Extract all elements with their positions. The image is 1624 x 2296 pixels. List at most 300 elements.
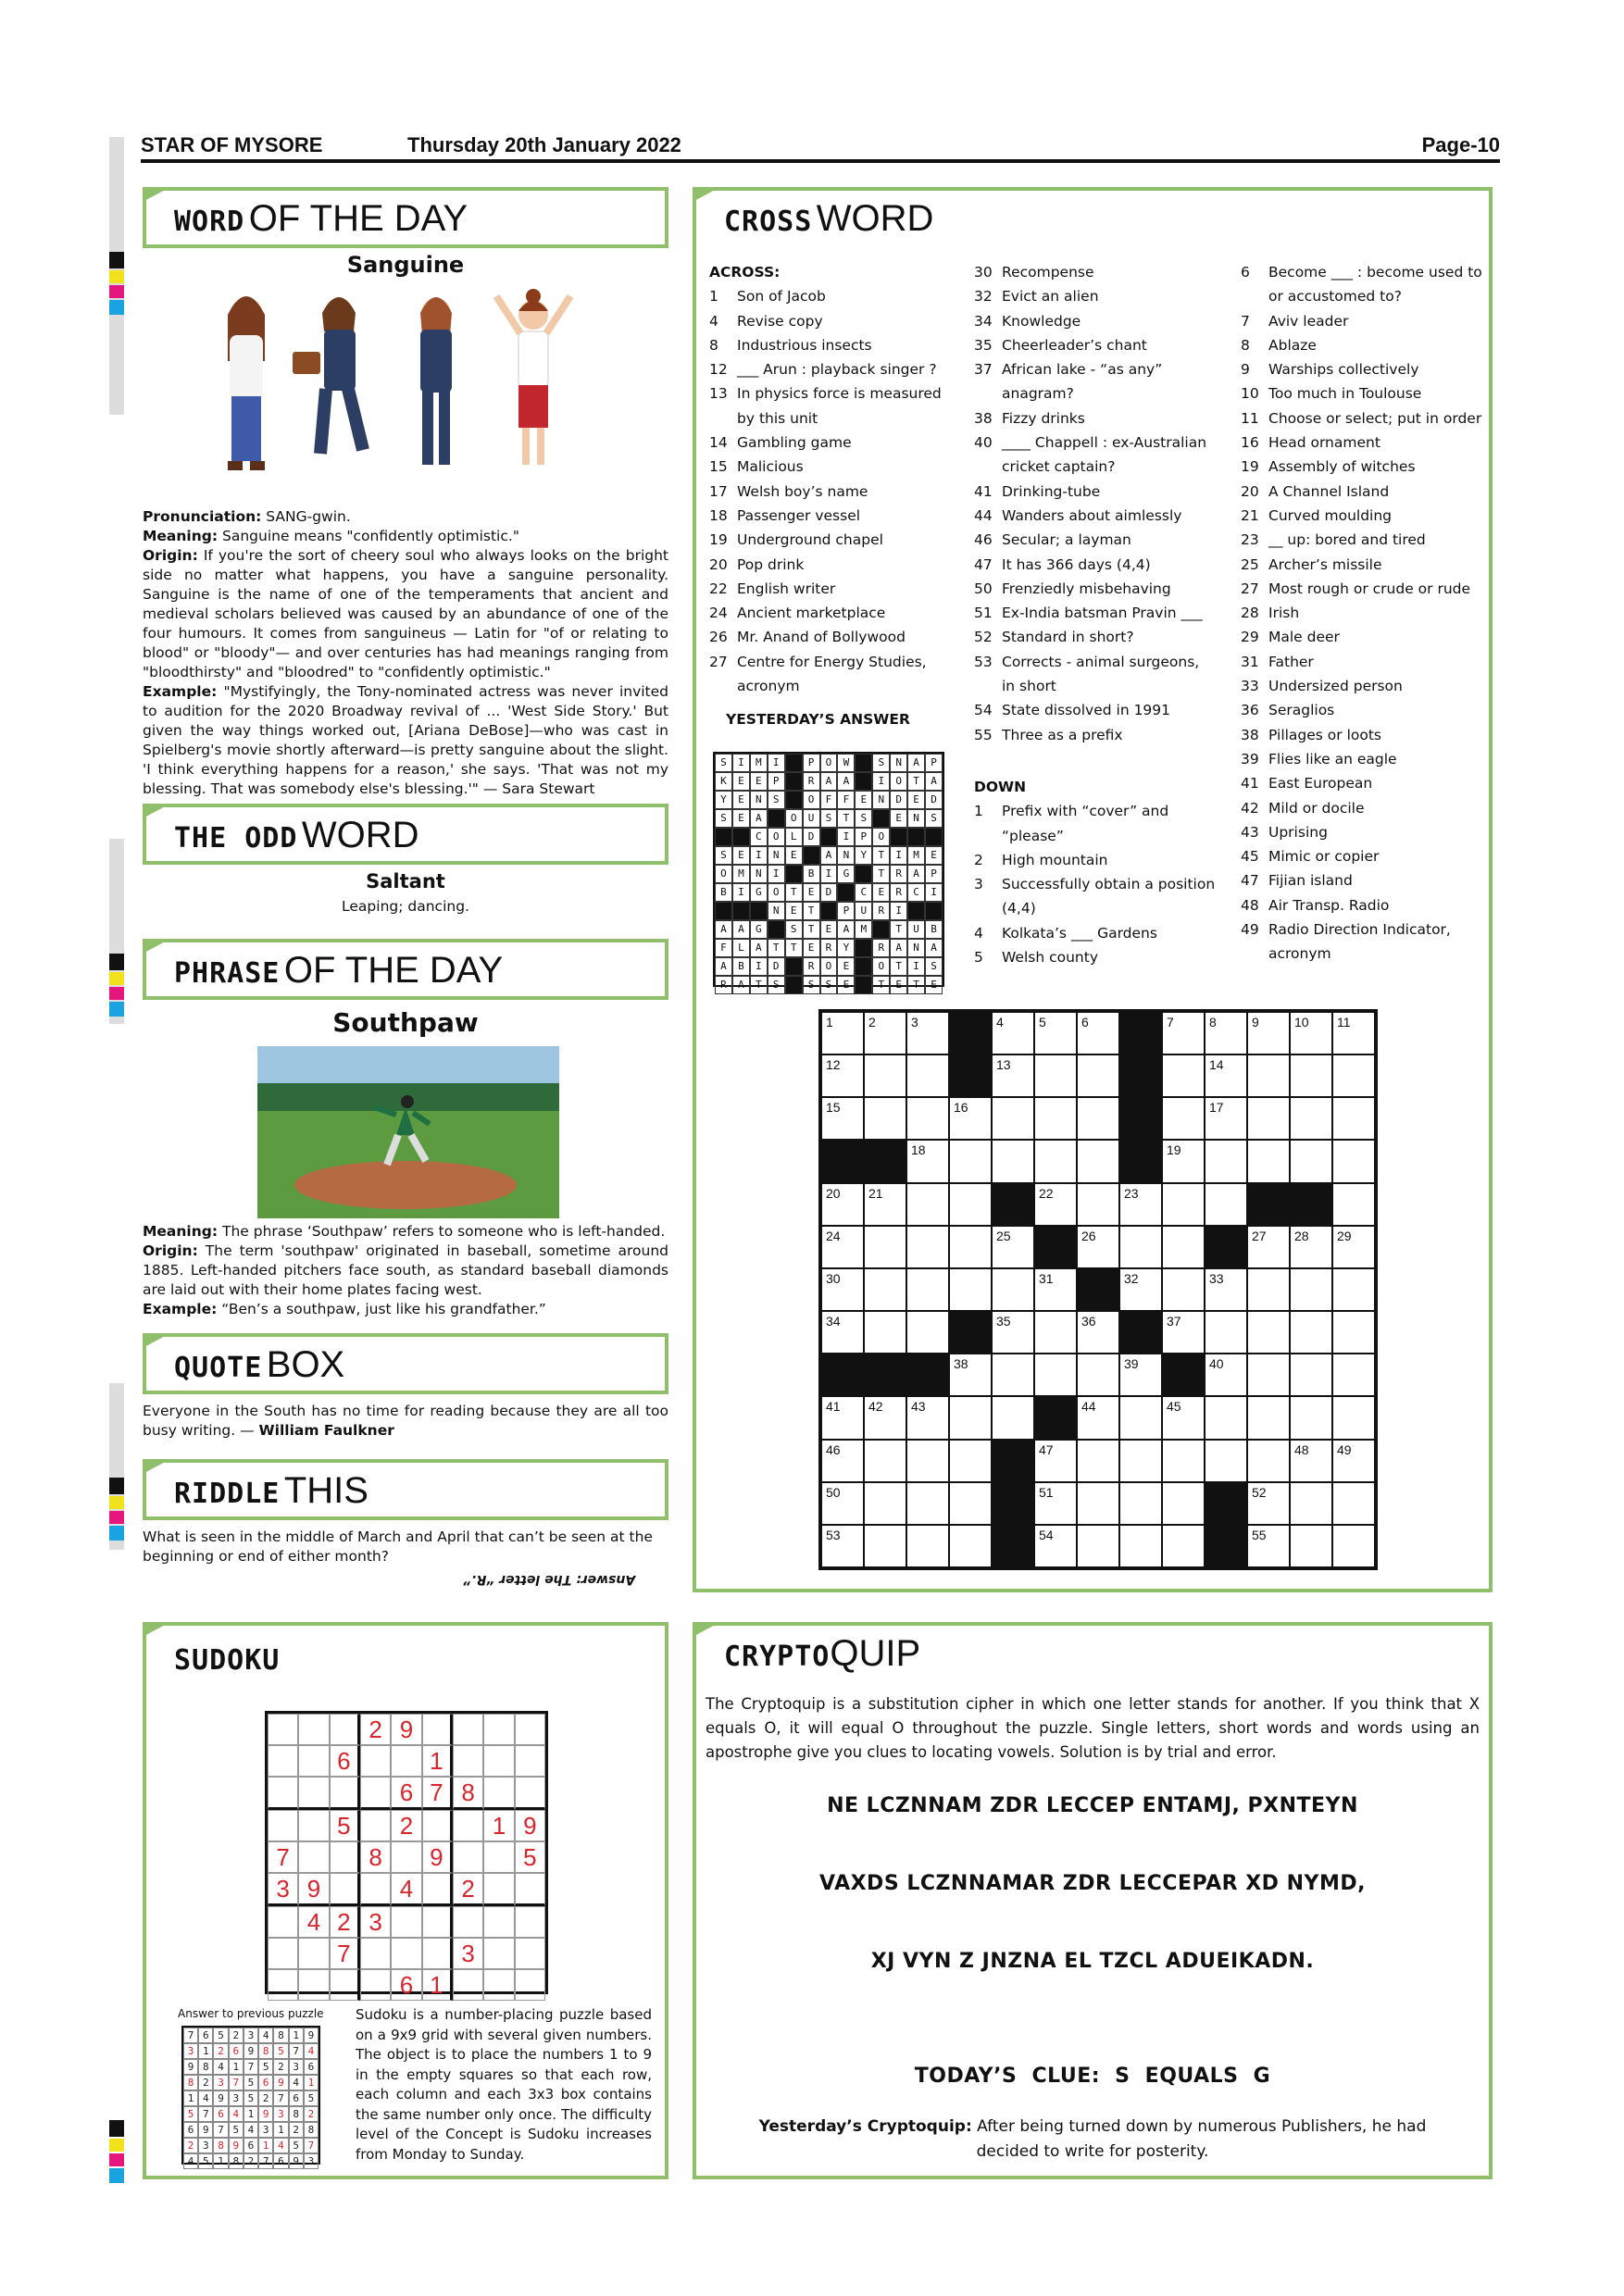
crossword-cell[interactable]: [1119, 1226, 1162, 1268]
crossword-cell[interactable]: [1247, 1268, 1290, 1311]
sudoku-cell[interactable]: 7: [422, 1777, 453, 1810]
sudoku-cell[interactable]: 2: [391, 1810, 421, 1841]
sudoku-cell[interactable]: 6: [391, 1969, 421, 2001]
crossword-cell[interactable]: [1077, 1311, 1119, 1354]
crossword-cell[interactable]: [992, 1140, 1034, 1182]
crossword-cell[interactable]: [992, 1097, 1034, 1140]
crossword-cell[interactable]: [1290, 1525, 1332, 1567]
sudoku-cell[interactable]: 2: [360, 1714, 391, 1745]
answer-cell: [925, 828, 943, 846]
sudoku-cell[interactable]: 9: [391, 1714, 421, 1745]
crossword-cell[interactable]: [1077, 1354, 1119, 1396]
clue-item: [974, 333, 1217, 357]
sudoku-cell[interactable]: 9: [422, 1841, 453, 1873]
answer-cell: T: [803, 902, 820, 920]
answer-cell: E: [732, 809, 750, 828]
sudoku-cell[interactable]: [422, 1906, 453, 1938]
crossword-cell[interactable]: [1162, 1140, 1205, 1182]
odd-word-header: [143, 804, 668, 865]
sudoku-cell[interactable]: 6: [391, 1777, 421, 1810]
answer-digit: 3: [273, 2106, 288, 2122]
sudoku-cell[interactable]: [330, 1969, 360, 2001]
crossword-cell[interactable]: [1205, 1354, 1247, 1396]
crossword-cell[interactable]: [1077, 1097, 1119, 1140]
crossword-cell[interactable]: [906, 1226, 949, 1268]
crossword-cell[interactable]: [1205, 1183, 1247, 1226]
sudoku-cell[interactable]: [298, 1969, 329, 2001]
sudoku-cell[interactable]: [330, 1714, 360, 1745]
answer-digit: 5: [213, 2028, 228, 2043]
phrase-body: [143, 1222, 668, 1319]
crossword-cell[interactable]: [906, 1482, 949, 1525]
crossword-cell[interactable]: [1247, 1396, 1290, 1439]
clue-item: [1241, 844, 1483, 868]
answer-cell: C: [750, 828, 768, 846]
crossword-cell[interactable]: [1034, 1097, 1077, 1140]
crossword-cell[interactable]: [1247, 1440, 1290, 1482]
crossword-cell[interactable]: [992, 1354, 1034, 1396]
crossword-cell[interactable]: [1332, 1311, 1375, 1354]
clue-item: [974, 921, 1217, 945]
sudoku-cell[interactable]: [422, 1873, 453, 1906]
reg-yellow-4: [109, 2139, 124, 2152]
answer-cell: [837, 883, 855, 902]
crossword-cell[interactable]: [864, 1268, 906, 1311]
answer-cell: [855, 754, 872, 772]
sudoku-cell[interactable]: [483, 1841, 514, 1873]
clue-number: 24: [709, 605, 728, 622]
crossword-cell[interactable]: [906, 1140, 949, 1182]
sudoku-cell[interactable]: [483, 1714, 514, 1745]
black-cell: [1205, 1482, 1247, 1525]
sudoku-cell[interactable]: [422, 1938, 453, 1969]
sudoku-cell[interactable]: [360, 1873, 391, 1906]
sudoku-cell[interactable]: [268, 1777, 298, 1810]
crossword-cell[interactable]: [864, 1396, 906, 1439]
crossword-cell[interactable]: [1205, 1311, 1247, 1354]
sudoku-cell[interactable]: [391, 1906, 421, 1938]
crossword-cell[interactable]: [1247, 1226, 1290, 1268]
cell-number: 54: [1039, 1527, 1054, 1542]
crossword-cell[interactable]: [992, 1054, 1034, 1097]
crossword-cell[interactable]: [1332, 1097, 1375, 1140]
clue-text: African lake - “as any” anagram?: [1002, 361, 1163, 403]
sudoku-cell[interactable]: [483, 1938, 514, 1969]
crossword-cell[interactable]: [1290, 1012, 1332, 1054]
crossword-cell[interactable]: [1034, 1183, 1077, 1226]
crossword-cell[interactable]: [906, 1268, 949, 1311]
answer-cell: I: [820, 865, 838, 883]
black-cell: [1290, 1183, 1332, 1226]
clue-number: 50: [974, 580, 993, 597]
answer-digit: 8: [198, 2059, 213, 2075]
crossword-cell[interactable]: [1077, 1440, 1119, 1482]
crossword-cell[interactable]: [1247, 1482, 1290, 1525]
crossword-cell[interactable]: [906, 1396, 949, 1439]
sudoku-cell[interactable]: [298, 1810, 329, 1841]
crossword-cell[interactable]: [1332, 1354, 1375, 1396]
crossword-cell[interactable]: [821, 1183, 864, 1226]
answer-cell: B: [715, 883, 732, 902]
sudoku-cell[interactable]: [483, 1906, 514, 1938]
sudoku-cell[interactable]: 7: [268, 1841, 298, 1873]
crossword-cell[interactable]: [1205, 1054, 1247, 1097]
sudoku-cell[interactable]: 2: [453, 1873, 483, 1906]
crossword-cell[interactable]: [1119, 1354, 1162, 1396]
odd-word-definition: Leaping; dancing.: [342, 898, 469, 915]
phrase-header: [143, 939, 668, 1000]
sudoku-cell[interactable]: [453, 1745, 483, 1777]
crossword-cell[interactable]: [1119, 1482, 1162, 1525]
crossword-cell[interactable]: [1332, 1482, 1375, 1525]
crossword-cell[interactable]: [1247, 1097, 1290, 1140]
crossword-cell[interactable]: [1205, 1440, 1247, 1482]
crossword-cell[interactable]: [1290, 1311, 1332, 1354]
crossword-cell[interactable]: [1162, 1226, 1205, 1268]
crossword-cell[interactable]: [1119, 1396, 1162, 1439]
crossword-cell[interactable]: [949, 1140, 992, 1182]
crossword-cell[interactable]: [1077, 1012, 1119, 1054]
clue-number: 13: [709, 385, 728, 403]
clue-item: [1241, 820, 1483, 844]
crossword-cell[interactable]: [1034, 1354, 1077, 1396]
crossword-cell[interactable]: [1332, 1140, 1375, 1182]
crossword-cell[interactable]: [1162, 1097, 1205, 1140]
sudoku-cell[interactable]: [515, 1938, 545, 1969]
crossword-cell[interactable]: [1162, 1012, 1205, 1054]
crossword-cell[interactable]: [1034, 1525, 1077, 1567]
sudoku-cell[interactable]: [422, 1810, 453, 1841]
sudoku-cell[interactable]: [453, 1714, 483, 1745]
crossword-cell[interactable]: [1034, 1054, 1077, 1097]
crossword-cell[interactable]: [1162, 1311, 1205, 1354]
crossword-cell[interactable]: [1290, 1268, 1332, 1311]
answer-cell: E: [750, 772, 768, 791]
sudoku-cell[interactable]: 9: [298, 1873, 329, 1906]
crossword-cell[interactable]: [1077, 1525, 1119, 1567]
sudoku-cell[interactable]: 5: [330, 1810, 360, 1841]
crossword-cell[interactable]: [949, 1482, 992, 1525]
crossword-cell[interactable]: [1332, 1396, 1375, 1439]
crossword-cell[interactable]: [1290, 1097, 1332, 1140]
crossword-cell[interactable]: [821, 1482, 864, 1525]
sudoku-cell[interactable]: [391, 1841, 421, 1873]
clue-item: [1241, 796, 1483, 820]
crossword-cell[interactable]: [821, 1440, 864, 1482]
crossword-cell[interactable]: [1162, 1440, 1205, 1482]
crossword-cell[interactable]: [992, 1268, 1034, 1311]
crossword-cell[interactable]: [864, 1482, 906, 1525]
crossword-cell[interactable]: [992, 1396, 1034, 1439]
crossword-cell[interactable]: [906, 1311, 949, 1354]
crossword-cell[interactable]: [1119, 1440, 1162, 1482]
answer-cell: T: [837, 809, 855, 828]
crossword-cell[interactable]: [1034, 1140, 1077, 1182]
sudoku-cell[interactable]: [360, 1810, 391, 1841]
sudoku-cell[interactable]: [360, 1745, 391, 1777]
answer-digit: 2: [198, 2075, 213, 2090]
crossword-cell[interactable]: [1290, 1140, 1332, 1182]
crossword-cell[interactable]: [906, 1097, 949, 1140]
crossword-cell[interactable]: [1247, 1311, 1290, 1354]
sudoku-cell[interactable]: [268, 1810, 298, 1841]
crossword-cell[interactable]: [1162, 1268, 1205, 1311]
crossword-cell[interactable]: [864, 1226, 906, 1268]
crossword-cell[interactable]: [949, 1097, 992, 1140]
crossword-cell[interactable]: [821, 1097, 864, 1140]
crossword-cell[interactable]: [1205, 1140, 1247, 1182]
crossword-cell[interactable]: [821, 1525, 864, 1567]
crossword-cell[interactable]: [1034, 1482, 1077, 1525]
crossword-cell[interactable]: [1205, 1012, 1247, 1054]
clue-item: [974, 650, 1217, 699]
crossword-cell[interactable]: [906, 1183, 949, 1226]
yesterday-cryptoquip: Yesterday’s Cryptoquip: After being turned down by numerous Publishers, he had decided to write for posterity.: [758, 2117, 1427, 2161]
crossword-cell[interactable]: [1034, 1440, 1077, 1482]
sudoku-cell[interactable]: [483, 1969, 514, 2001]
crossword-cell[interactable]: [906, 1440, 949, 1482]
sudoku-cell[interactable]: 4: [391, 1873, 421, 1906]
crossword-cell[interactable]: [906, 1525, 949, 1567]
crossword-cell[interactable]: [1162, 1396, 1205, 1439]
sudoku-cell[interactable]: [298, 1714, 329, 1745]
crossword-cell[interactable]: [1077, 1226, 1119, 1268]
crossword-cell[interactable]: [821, 1226, 864, 1268]
crossword-cell[interactable]: [1290, 1354, 1332, 1396]
crossword-cell[interactable]: [1290, 1054, 1332, 1097]
sudoku-cell[interactable]: [515, 1873, 545, 1906]
crossword-cell[interactable]: [992, 1226, 1034, 1268]
clue-item: [1241, 455, 1483, 479]
crossword-cell[interactable]: [1290, 1440, 1332, 1482]
crossword-cell[interactable]: [864, 1440, 906, 1482]
sudoku-cell[interactable]: 3: [360, 1906, 391, 1938]
crossword-cell[interactable]: [949, 1396, 992, 1439]
cell-number: 17: [1209, 1100, 1224, 1116]
crossword-cell[interactable]: [1247, 1054, 1290, 1097]
sudoku-cell[interactable]: [330, 1777, 360, 1810]
sudoku-cell[interactable]: [391, 1938, 421, 1969]
crossword-cell[interactable]: [906, 1012, 949, 1054]
crossword-cell[interactable]: [821, 1311, 864, 1354]
sudoku-cell[interactable]: 1: [422, 1969, 453, 2001]
clue-number: 42: [1241, 799, 1259, 817]
clue-text: English writer: [737, 580, 836, 597]
cipher-line-1: NE LCZNNAM ZDR LECCEP ENTAMJ, PXNTEYN: [827, 1794, 1358, 1817]
crossword-cell[interactable]: [1332, 1054, 1375, 1097]
sudoku-cell[interactable]: [268, 1938, 298, 1969]
answer-cell: I: [732, 883, 750, 902]
answer-cell: E: [785, 902, 803, 920]
sudoku-cell[interactable]: [453, 1810, 483, 1841]
crossword-cell[interactable]: [1077, 1396, 1119, 1439]
crossword-cell[interactable]: [1162, 1482, 1205, 1525]
sudoku-cell[interactable]: [268, 1906, 298, 1938]
crossword-cell[interactable]: [821, 1396, 864, 1439]
cipher-line-3: XJ VYN Z JNZNA EL TZCL ADUEIKADN.: [870, 1950, 1315, 1973]
answer-cell: S: [803, 976, 820, 994]
crossword-cell[interactable]: [949, 1525, 992, 1567]
clue-item: [1241, 868, 1483, 892]
sudoku-cell[interactable]: [453, 1841, 483, 1873]
crossword-cell[interactable]: [1332, 1226, 1375, 1268]
meaning: Meaning: Sanguine means "confidently optimistic.": [143, 528, 519, 544]
crossword-cell[interactable]: [864, 1097, 906, 1140]
answer-digit: 3: [183, 2043, 198, 2059]
clue-text: Head ornament: [1268, 434, 1380, 452]
crossword-cell[interactable]: [1332, 1440, 1375, 1482]
sudoku-cell[interactable]: [515, 1777, 545, 1810]
sudoku-cell[interactable]: [298, 1777, 329, 1810]
answer-cell: N: [768, 902, 785, 920]
crossword-cell[interactable]: [864, 1012, 906, 1054]
sudoku-cell[interactable]: 4: [298, 1906, 329, 1938]
crossword-cell[interactable]: [1034, 1012, 1077, 1054]
crossword-cell[interactable]: [992, 1012, 1034, 1054]
crossword-cell[interactable]: [1077, 1054, 1119, 1097]
crossword-cell[interactable]: [1290, 1482, 1332, 1525]
crossword-cell[interactable]: [906, 1054, 949, 1097]
crossword-cell[interactable]: [1162, 1054, 1205, 1097]
clue-text: Archer’s missile: [1268, 555, 1382, 573]
crossword-cell[interactable]: [1247, 1140, 1290, 1182]
sudoku-cell[interactable]: [268, 1745, 298, 1777]
crossword-cell[interactable]: [949, 1268, 992, 1311]
sudoku-cell[interactable]: 3: [453, 1938, 483, 1969]
sudoku-cell[interactable]: 8: [453, 1777, 483, 1810]
crossword-cell[interactable]: [1247, 1354, 1290, 1396]
sudoku-cell[interactable]: [360, 1969, 391, 2001]
clue-item: [974, 260, 1217, 284]
sudoku-cell[interactable]: 7: [330, 1938, 360, 1969]
section-title: THE ODD WORD: [174, 815, 419, 855]
cell-number: 4: [996, 1015, 1004, 1029]
sudoku-cell[interactable]: [330, 1841, 360, 1873]
sudoku-cell[interactable]: [298, 1745, 329, 1777]
black-cell: [949, 1012, 992, 1054]
sudoku-cell[interactable]: 1: [422, 1745, 453, 1777]
crossword-cell[interactable]: [864, 1183, 906, 1226]
crossword-cell[interactable]: [1077, 1482, 1119, 1525]
answer-digit: 9: [273, 2075, 288, 2090]
answer-cell: A: [750, 809, 768, 828]
answer-cell: R: [890, 865, 907, 883]
sudoku-cell[interactable]: [515, 1745, 545, 1777]
crossword-cell[interactable]: [1332, 1012, 1375, 1054]
answer-cell: Y: [855, 846, 872, 865]
answer-cell: R: [890, 883, 907, 902]
crossword-cell[interactable]: [1077, 1140, 1119, 1182]
crossword-cell[interactable]: [1119, 1525, 1162, 1567]
crossword-cell[interactable]: [821, 1012, 864, 1054]
crossword-cell[interactable]: [1247, 1525, 1290, 1567]
answer-cell: P: [925, 754, 943, 772]
crossword-cell[interactable]: [1162, 1525, 1205, 1567]
sudoku-cell[interactable]: 2: [330, 1906, 360, 1938]
clue-text: Pop drink: [737, 555, 805, 573]
sudoku-cell[interactable]: [391, 1745, 421, 1777]
crossword-cell[interactable]: [949, 1226, 992, 1268]
sudoku-cell[interactable]: [483, 1745, 514, 1777]
crossword-cell[interactable]: [949, 1354, 992, 1396]
clue-text: Kolkata’s ___ Gardens: [1002, 924, 1157, 942]
answer-cell: O: [715, 865, 732, 883]
clue-number: 39: [1241, 750, 1259, 767]
paper-name: STAR OF MYSORE: [141, 133, 323, 156]
sudoku-cell[interactable]: 6: [330, 1745, 360, 1777]
cell-number: 14: [1209, 1057, 1224, 1073]
crossword-cell[interactable]: [1077, 1183, 1119, 1226]
crossword-cell[interactable]: [949, 1440, 992, 1482]
sudoku-cell[interactable]: 5: [515, 1841, 545, 1873]
sudoku-cell[interactable]: [483, 1777, 514, 1810]
crossword-cell[interactable]: [1332, 1183, 1375, 1226]
origin: Origin: If you're the sort of cheery soul who always looks on the bright side no matter what happens, you have a sanguine personality. Sanguine is the name of one of the temperaments that ancient and medieval scholars believed was caused by an abundance of one of the four humours. It comes from sanguineus — Latin for "of or relating to blood" or "bloody"— and over centuries has had meanings ranging from "bloodthirsty" and "bloodred" to "confidently optimistic.": [143, 547, 668, 680]
crossword-cell[interactable]: [1332, 1268, 1375, 1311]
clue-text: Uprising: [1268, 823, 1328, 841]
sudoku-cell[interactable]: [360, 1777, 391, 1810]
sudoku-cell[interactable]: [268, 1969, 298, 2001]
crossword-cell[interactable]: [864, 1054, 906, 1097]
crossword-cell[interactable]: [1119, 1268, 1162, 1311]
sudoku-cell[interactable]: [453, 1906, 483, 1938]
crossword-cell[interactable]: [949, 1183, 992, 1226]
sudoku-grid[interactable]: [265, 1711, 548, 1999]
crossword-cell[interactable]: [1034, 1268, 1077, 1311]
crossword-cell[interactable]: [1162, 1183, 1205, 1226]
sudoku-cell[interactable]: [298, 1841, 329, 1873]
cell-number: 55: [1252, 1527, 1267, 1542]
crossword-cell[interactable]: [1290, 1226, 1332, 1268]
sudoku-cell[interactable]: [268, 1714, 298, 1745]
sudoku-cell[interactable]: 3: [268, 1873, 298, 1906]
crossword-grid[interactable]: [818, 1009, 1378, 1570]
quote-header: [143, 1333, 668, 1394]
sudoku-answer-heading: Answer to previous puzzle: [178, 2007, 324, 2020]
crossword-cell[interactable]: [864, 1525, 906, 1567]
answer-cell: [785, 976, 803, 994]
sudoku-cell[interactable]: 1: [483, 1810, 514, 1841]
sudoku-cell[interactable]: [515, 1969, 545, 2001]
crossword-cell[interactable]: [821, 1054, 864, 1097]
crossword-cell[interactable]: [1034, 1311, 1077, 1354]
sudoku-cell[interactable]: [515, 1714, 545, 1745]
sudoku-cell[interactable]: [422, 1714, 453, 1745]
answer-digit: 9: [198, 2122, 213, 2138]
sudoku-cell[interactable]: [453, 1969, 483, 2001]
crossword-cell[interactable]: [864, 1311, 906, 1354]
crossword-cell[interactable]: [1247, 1012, 1290, 1054]
crossword-cell[interactable]: [821, 1268, 864, 1311]
sudoku-cell[interactable]: 8: [360, 1841, 391, 1873]
crossword-cell[interactable]: [1205, 1097, 1247, 1140]
sudoku-cell[interactable]: [330, 1873, 360, 1906]
cell-number: 48: [1294, 1441, 1309, 1457]
crossword-cell[interactable]: [1205, 1396, 1247, 1439]
cell-number: 15: [826, 1100, 841, 1116]
crossword-cell[interactable]: [1205, 1268, 1247, 1311]
sudoku-cell[interactable]: [298, 1938, 329, 1969]
crossword-cell[interactable]: [992, 1311, 1034, 1354]
sudoku-cell[interactable]: [483, 1873, 514, 1906]
crossword-cell[interactable]: [1290, 1396, 1332, 1439]
sudoku-cell[interactable]: [515, 1906, 545, 1938]
crossword-cell[interactable]: [1119, 1183, 1162, 1226]
answer-cell: S: [925, 957, 943, 976]
sudoku-cell[interactable]: [360, 1938, 391, 1969]
sudoku-cell[interactable]: 9: [515, 1810, 545, 1841]
crossword-cell[interactable]: [1332, 1525, 1375, 1567]
